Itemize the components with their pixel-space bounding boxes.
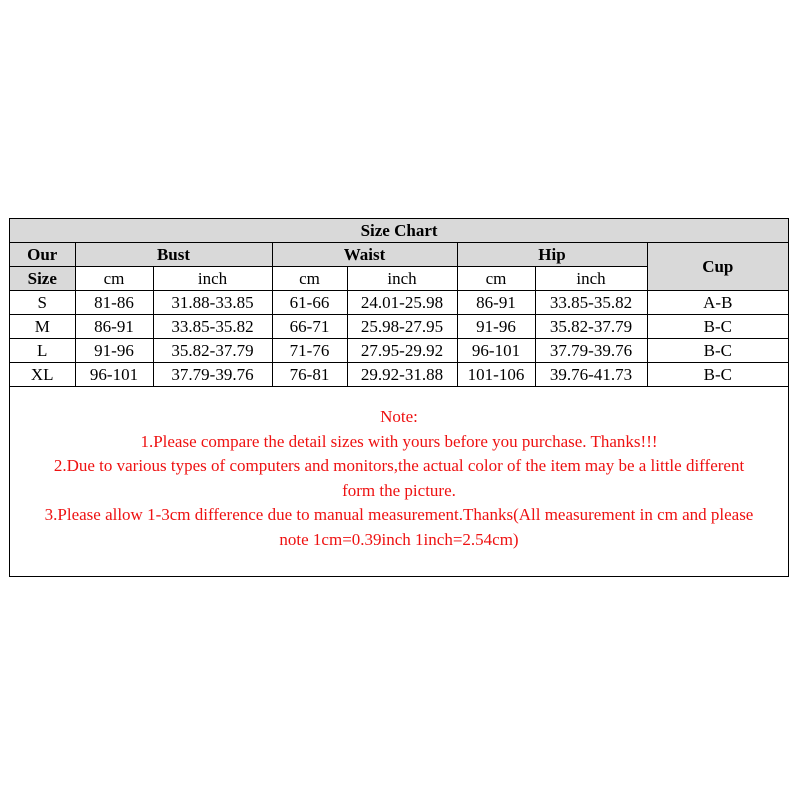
table-row xyxy=(10,291,788,315)
size-cell: M xyxy=(10,315,75,339)
size-chart-table xyxy=(10,219,788,387)
cup-cell: B-C xyxy=(647,315,788,339)
hip-cm-header: cm xyxy=(457,267,535,291)
size-chart-frame xyxy=(9,218,789,577)
waist-inch-cell: 24.01-25.98 xyxy=(347,291,457,315)
bust-inch-cell: 37.79-39.76 xyxy=(153,363,272,387)
hip-inch-cell: 39.76-41.73 xyxy=(535,363,647,387)
hip-header: Hip xyxy=(457,243,647,267)
size-cell: XL xyxy=(10,363,75,387)
bust-inch-cell: 35.82-37.79 xyxy=(153,339,272,363)
bust-cm-cell: 86-91 xyxy=(75,315,153,339)
table-row xyxy=(10,315,788,339)
cup-header: Cup xyxy=(647,243,788,291)
note-line-3b: note 1cm=0.39inch 1inch=2.54cm) xyxy=(279,529,519,549)
bust-inch-cell: 33.85-35.82 xyxy=(153,315,272,339)
cup-cell: B-C xyxy=(647,339,788,363)
waist-cm-cell: 71-76 xyxy=(272,339,347,363)
bust-cm-cell: 81-86 xyxy=(75,291,153,315)
note-heading: Note: xyxy=(380,407,418,426)
table-row xyxy=(10,339,788,363)
hip-inch-cell: 35.82-37.79 xyxy=(535,315,647,339)
hip-cm-cell: 101-106 xyxy=(457,363,535,387)
hip-inch-cell: 33.85-35.82 xyxy=(535,291,647,315)
bust-cm-cell: 91-96 xyxy=(75,339,153,363)
waist-inch-cell: 25.98-27.95 xyxy=(347,315,457,339)
our-size-header-bottom: Size xyxy=(10,267,75,291)
note-line-1: 1.Please compare the detail sizes with yours before you purchase. Thanks!!! xyxy=(140,431,658,451)
note-line-2b: form the picture. xyxy=(342,480,456,500)
note-line-3a: 3.Please allow 1-3cm difference due to manual measurement.Thanks(All measurement in cm and please xyxy=(44,505,754,524)
bust-cm-header: cm xyxy=(75,267,153,291)
waist-cm-cell: 66-71 xyxy=(272,315,347,339)
bust-header: Bust xyxy=(75,243,272,267)
bust-inch-header: inch xyxy=(153,267,272,291)
note-line-2a: 2.Due to various types of computers and monitors,the actual color of the item may be a little different xyxy=(53,456,745,475)
chart-title: Size Chart xyxy=(10,219,788,243)
hip-cm-cell: 96-101 xyxy=(457,339,535,363)
waist-header: Waist xyxy=(272,243,457,267)
hip-cm-cell: 91-96 xyxy=(457,315,535,339)
table-row xyxy=(10,363,788,387)
size-cell: S xyxy=(10,291,75,315)
cup-cell: A-B xyxy=(647,291,788,315)
waist-inch-header: inch xyxy=(347,267,457,291)
title-row xyxy=(10,219,788,243)
waist-cm-header: cm xyxy=(272,267,347,291)
hip-inch-cell: 37.79-39.76 xyxy=(535,339,647,363)
waist-inch-cell: 29.92-31.88 xyxy=(347,363,457,387)
cup-cell: B-C xyxy=(647,363,788,387)
hip-inch-header: inch xyxy=(535,267,647,291)
waist-cm-cell: 61-66 xyxy=(272,291,347,315)
size-cell: L xyxy=(10,339,75,363)
waist-cm-cell: 76-81 xyxy=(272,363,347,387)
waist-inch-cell: 27.95-29.92 xyxy=(347,339,457,363)
hip-cm-cell: 86-91 xyxy=(457,291,535,315)
our-size-header-top: Our xyxy=(10,243,75,267)
notes-block xyxy=(10,405,788,552)
bust-cm-cell: 96-101 xyxy=(75,363,153,387)
bust-inch-cell: 31.88-33.85 xyxy=(153,291,272,315)
header-row-1 xyxy=(10,243,788,267)
